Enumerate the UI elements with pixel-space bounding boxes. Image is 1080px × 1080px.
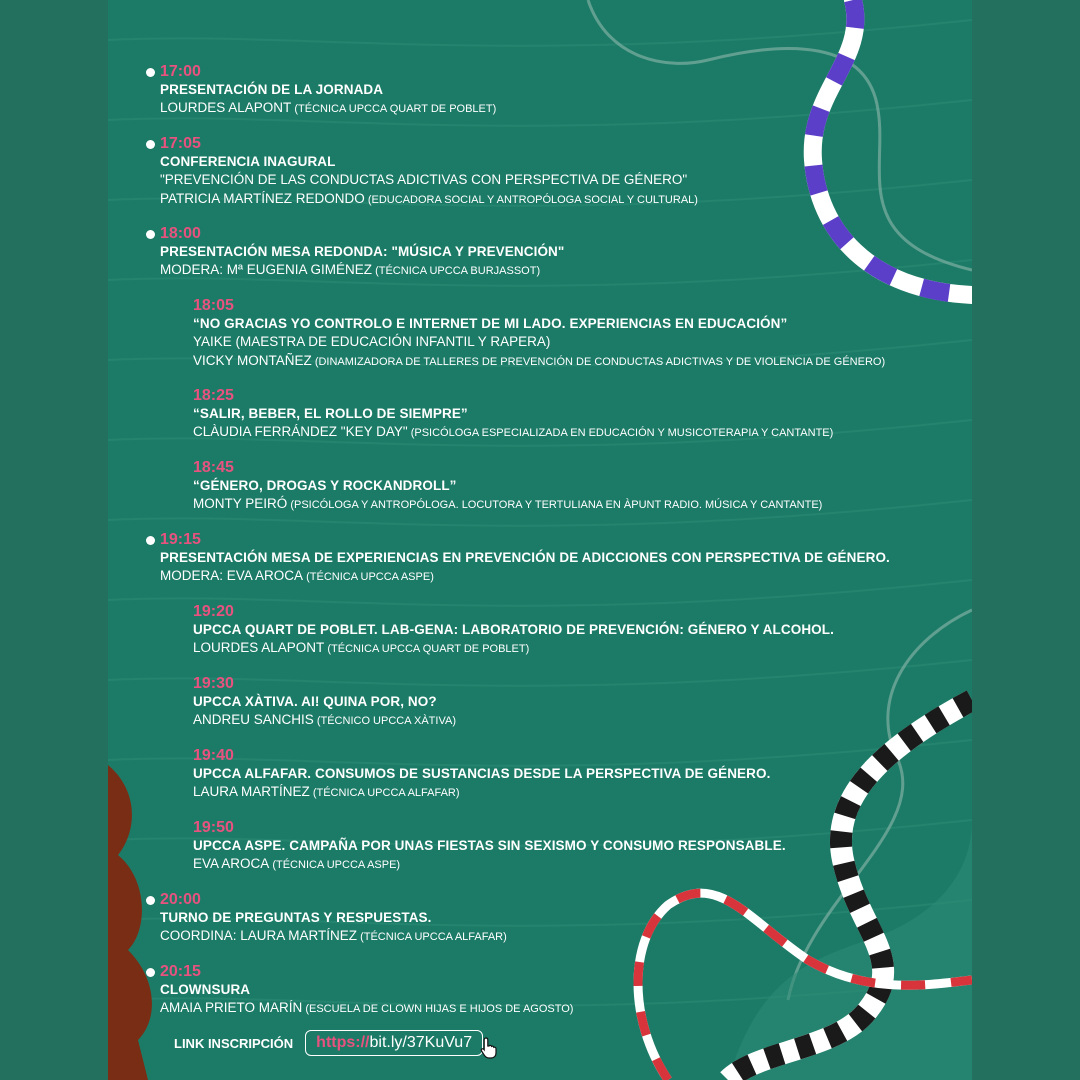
session-title: TURNO DE PREGUNTAS Y RESPUESTAS. <box>160 910 432 925</box>
bullet-dot-icon <box>146 68 155 77</box>
time-label: 17:00 <box>160 63 496 81</box>
right-side-background <box>972 0 1080 1080</box>
hand-pointer-icon <box>480 1037 498 1059</box>
speaker-line: YAIKE (MAESTRA DE EDUCACIÓN INFANTIL Y RAPERA) <box>193 334 551 349</box>
time-label: 18:25 <box>193 387 234 404</box>
agenda-item-1845 <box>193 459 822 514</box>
speaker-line: LAURA MARTÍNEZ (TÉCNICA UPCCA ALFAFAR) <box>193 784 460 799</box>
speaker-line: VICKY MONTAÑEZ (DINAMIZADORA DE TALLERES DE PREVENCIÓN DE CONDUCTAS ADICTIVAS Y DE VIOLENCIA DE GÉNERO) <box>193 353 886 368</box>
session-title: “GÉNERO, DROGAS Y ROCKANDROLL” <box>193 478 457 493</box>
speaker-line: CLÀUDIA FERRÁNDEZ "KEY DAY" (PSICÓLOGA ESPECIALIZADA EN EDUCACIÓN Y MUSICOTERAPIA Y CANTANTE) <box>193 424 834 439</box>
agenda-item-1705 <box>160 135 698 209</box>
link-url: bit.ly/37KuVu7 <box>369 1034 473 1051</box>
agenda-list <box>108 0 972 1080</box>
speaker-line: PATRICIA MARTÍNEZ REDONDO (EDUCADORA SOCIAL Y ANTROPÓLOGA SOCIAL Y CULTURAL) <box>160 191 698 206</box>
session-title: PRESENTACIÓN MESA DE EXPERIENCIAS EN PREVENCIÓN DE ADICCIONES CON PERSPECTIVA DE GÉNERO. <box>160 550 890 565</box>
session-title: CONFERENCIA INAGURAL <box>160 154 336 169</box>
speaker-line: "PREVENCIÓN DE LAS CONDUCTAS ADICTIVAS CON PERSPECTIVA DE GÉNERO" <box>160 172 688 187</box>
agenda-item-2000 <box>160 891 507 946</box>
speaker-line: LOURDES ALAPONT (TÉCNICA UPCCA QUART DE POBLET) <box>160 100 497 115</box>
agenda-item-2015 <box>160 963 573 1018</box>
agenda-item-1825 <box>193 387 833 442</box>
bullet-dot-icon <box>146 230 155 239</box>
time-label: 19:50 <box>193 819 234 836</box>
bullet-dot-icon <box>146 968 155 977</box>
agenda-item-1805 <box>193 297 885 371</box>
agenda-item-1940 <box>193 747 770 802</box>
time-label: 17:05 <box>160 135 698 153</box>
bullet-dot-icon <box>146 896 155 905</box>
speaker-line: MODERA: Mª EUGENIA GIMÉNEZ (TÉCNICA UPCCA BURJASSOT) <box>160 262 541 277</box>
time-label: 18:05 <box>193 297 234 314</box>
link-label: LINK INSCRIPCIÓN <box>174 1035 294 1051</box>
event-poster <box>108 0 972 1080</box>
speaker-line: COORDINA: LAURA MARTÍNEZ (TÉCNICA UPCCA ALFAFAR) <box>160 928 507 943</box>
speaker-line: MODERA: EVA AROCA (TÉCNICA UPCCA ASPE) <box>160 568 434 583</box>
time-label: 20:00 <box>160 891 507 909</box>
time-label: 18:00 <box>160 225 564 243</box>
time-label: 19:30 <box>193 675 234 692</box>
speaker-line: LOURDES ALAPONT (TÉCNICA UPCCA QUART DE POBLET) <box>193 640 530 655</box>
agenda-item-1800 <box>160 225 564 280</box>
session-title: CLOWNSURA <box>160 982 251 997</box>
session-title: “NO GRACIAS YO CONTROLO E INTERNET DE MI LADO. EXPERIENCIAS EN EDUCACIÓN” <box>193 316 788 331</box>
left-side-background <box>0 0 108 1080</box>
time-label: 19:15 <box>160 531 890 549</box>
session-title: PRESENTACIÓN DE LA JORNADA <box>160 82 384 97</box>
agenda-item-1950 <box>193 819 786 874</box>
agenda-item-1930 <box>193 675 456 730</box>
session-title: UPCCA ALFAFAR. CONSUMOS DE SUSTANCIAS DESDE LA PERSPECTIVA DE GÉNERO. <box>193 766 771 781</box>
session-title: UPCCA XÀTIVA. AI! QUINA POR, NO? <box>193 694 437 709</box>
session-title: UPCCA ASPE. CAMPAÑA POR UNAS FIESTAS SIN SEXISMO Y CONSUMO RESPONSABLE. <box>193 838 786 853</box>
time-label: 19:20 <box>193 603 234 620</box>
time-label: 20:15 <box>160 963 573 981</box>
bullet-dot-icon <box>146 140 155 149</box>
session-title: PRESENTACIÓN MESA REDONDA: "MÚSICA Y PREVENCIÓN" <box>160 244 565 259</box>
speaker-line: ANDREU SANCHIS (TÉCNICO UPCCA XÀTIVA) <box>193 712 456 727</box>
time-label: 19:40 <box>193 747 234 764</box>
agenda-item-1920 <box>193 603 834 658</box>
speaker-line: EVA AROCA (TÉCNICA UPCCA ASPE) <box>193 856 401 871</box>
link-protocol: https:// <box>316 1034 370 1051</box>
agenda-item-1915 <box>160 531 890 586</box>
time-label: 18:45 <box>193 459 234 476</box>
speaker-line: AMAIA PRIETO MARÍN (ESCUELA DE CLOWN HIJAS E HIJOS DE AGOSTO) <box>160 1000 574 1015</box>
speaker-line: MONTY PEIRÓ (PSICÓLOGA Y ANTROPÓLOGA. LOCUTORA Y TERTULIANA EN ÀPUNT RADIO. MÚSICA Y CANTANTE) <box>193 496 823 511</box>
registration-link[interactable] <box>305 1030 483 1056</box>
session-title: UPCCA QUART DE POBLET. LAB-GENA: LABORATORIO DE PREVENCIÓN: GÉNERO Y ALCOHOL. <box>193 622 834 637</box>
session-title: “SALIR, BEBER, EL ROLLO DE SIEMPRE” <box>193 406 468 421</box>
bullet-dot-icon <box>146 536 155 545</box>
registration-link-row <box>174 1030 483 1056</box>
agenda-item-1700 <box>160 63 496 118</box>
